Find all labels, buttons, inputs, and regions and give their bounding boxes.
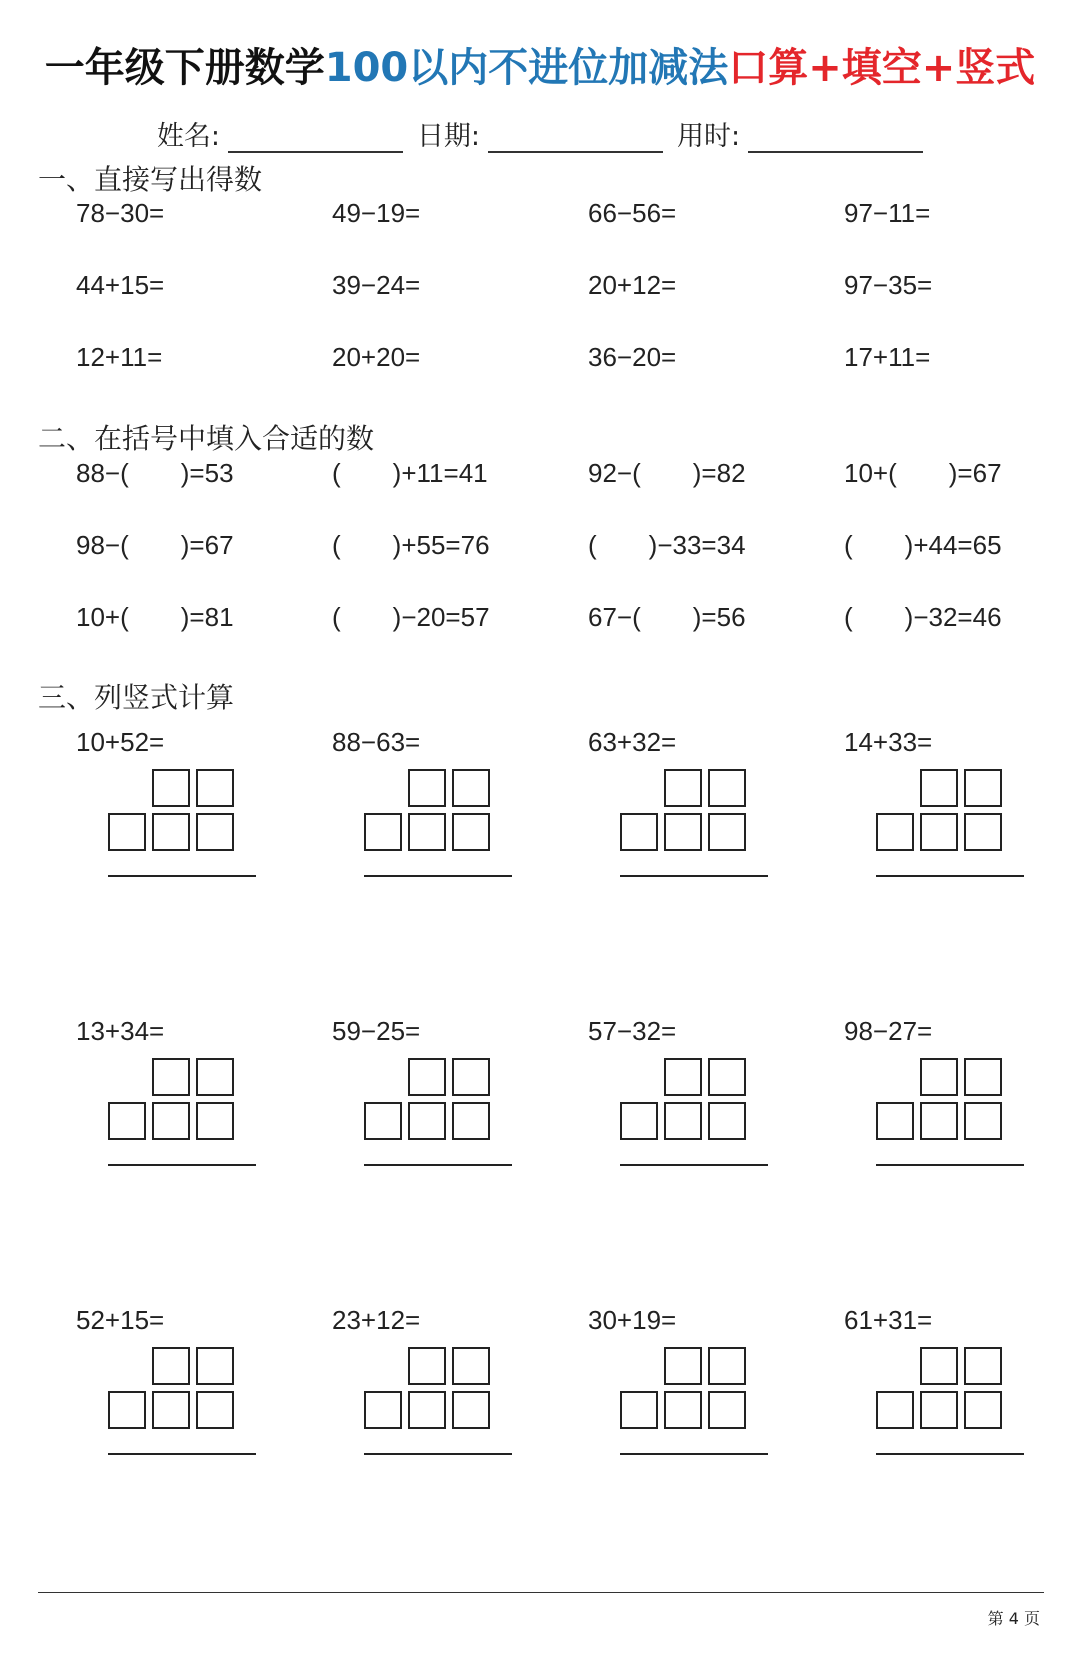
footer-divider xyxy=(38,1592,1044,1593)
fill-problem xyxy=(76,458,234,489)
vertical-result-line xyxy=(876,1453,1024,1455)
fill-suffix: )=53 xyxy=(180,458,234,488)
fill-prefix: ( xyxy=(844,602,853,632)
time-blank-line[interactable] xyxy=(748,123,923,153)
section2-row xyxy=(0,602,1080,642)
vertical-calc-frame xyxy=(364,1347,514,1457)
digit-box[interactable] xyxy=(408,769,446,807)
vertical-calc-frame xyxy=(876,769,1026,879)
fill-prefix: 92−( xyxy=(588,458,641,488)
digit-box[interactable] xyxy=(920,1102,958,1140)
digit-box[interactable] xyxy=(408,1391,446,1429)
digit-box[interactable] xyxy=(920,769,958,807)
fill-problem xyxy=(76,602,234,633)
oral-problem: 97−11= xyxy=(844,198,931,228)
vertical-problem: 63+32= xyxy=(588,727,677,757)
vertical-calc-frame xyxy=(364,769,514,879)
digit-box[interactable] xyxy=(108,1391,146,1429)
digit-box[interactable] xyxy=(664,1391,702,1429)
vertical-calc-frame xyxy=(876,1058,1026,1168)
oral-problem: 66−56= xyxy=(588,198,677,228)
digit-box[interactable] xyxy=(452,769,490,807)
fill-problem xyxy=(76,530,234,561)
vertical-calc-frame xyxy=(364,1058,514,1168)
vertical-result-line xyxy=(876,1164,1024,1166)
oral-problem: 97−35= xyxy=(844,270,933,300)
digit-box[interactable] xyxy=(708,1058,746,1096)
digit-box[interactable] xyxy=(708,1102,746,1140)
digit-box[interactable] xyxy=(408,813,446,851)
digit-box[interactable] xyxy=(196,1347,234,1385)
digit-box[interactable] xyxy=(708,769,746,807)
title-part-grade: 一年级下册数学 xyxy=(44,45,325,91)
section1-row xyxy=(0,270,1080,310)
fill-suffix: )=56 xyxy=(692,602,746,632)
digit-box[interactable] xyxy=(920,1058,958,1096)
fill-problem xyxy=(588,458,746,489)
fill-prefix: 67−( xyxy=(588,602,641,632)
fill-suffix: )−20=57 xyxy=(392,602,490,632)
digit-box[interactable] xyxy=(964,1347,1002,1385)
fill-prefix: ( xyxy=(332,530,341,560)
oral-problem: 17+11= xyxy=(844,342,931,372)
vertical-result-line xyxy=(364,875,512,877)
oral-problem: 12+11= xyxy=(76,342,163,372)
vertical-result-line xyxy=(108,875,256,877)
fill-suffix: )=82 xyxy=(692,458,746,488)
section2-row xyxy=(0,458,1080,498)
digit-box[interactable] xyxy=(196,1102,234,1140)
vertical-result-line xyxy=(364,1453,512,1455)
digit-box[interactable] xyxy=(620,1391,658,1429)
digit-box[interactable] xyxy=(876,1102,914,1140)
vertical-result-line xyxy=(620,875,768,877)
section1-row xyxy=(0,342,1080,382)
digit-box[interactable] xyxy=(664,1347,702,1385)
vertical-result-line xyxy=(876,875,1024,877)
digit-box[interactable] xyxy=(452,1102,490,1140)
digit-box[interactable] xyxy=(408,1058,446,1096)
fill-prefix: 10+( xyxy=(844,458,897,488)
section1-row xyxy=(0,198,1080,238)
digit-box[interactable] xyxy=(108,813,146,851)
page-number: 第 4 页 xyxy=(987,1609,1040,1628)
fill-problem xyxy=(332,458,488,489)
digit-box[interactable] xyxy=(708,1347,746,1385)
fill-problem xyxy=(588,602,746,633)
fill-suffix: )+55=76 xyxy=(392,530,490,560)
name-label: 姓名: xyxy=(156,121,220,152)
fill-problem xyxy=(844,458,1002,489)
vertical-problem: 30+19= xyxy=(588,1305,677,1335)
vertical-problem: 52+15= xyxy=(76,1305,165,1335)
digit-box[interactable] xyxy=(664,813,702,851)
section1-title: 一、直接写出得数 xyxy=(38,163,263,196)
fill-prefix: ( xyxy=(332,458,341,488)
time-field[interactable] xyxy=(677,114,923,153)
vertical-calc-frame xyxy=(876,1347,1026,1457)
date-blank-line[interactable] xyxy=(488,123,663,153)
digit-box[interactable] xyxy=(876,1391,914,1429)
fill-suffix: )+11=41 xyxy=(392,458,488,488)
vertical-calc-frame xyxy=(620,769,770,879)
digit-box[interactable] xyxy=(452,813,490,851)
fill-suffix: )−33=34 xyxy=(648,530,746,560)
fill-prefix: 88−( xyxy=(76,458,129,488)
vertical-result-line xyxy=(620,1453,768,1455)
oral-problem: 36−20= xyxy=(588,342,677,372)
title-part-types: 口算+填空+竖式 xyxy=(728,45,1036,91)
vertical-result-line xyxy=(108,1453,256,1455)
fill-suffix: )=81 xyxy=(180,602,234,632)
vertical-calc-frame xyxy=(620,1347,770,1457)
digit-box[interactable] xyxy=(664,1058,702,1096)
fill-suffix: )=67 xyxy=(180,530,234,560)
student-info-row xyxy=(0,114,1080,153)
vertical-result-line xyxy=(620,1164,768,1166)
vertical-calc-frame xyxy=(108,769,258,879)
digit-box[interactable] xyxy=(920,813,958,851)
vertical-problem: 61+31= xyxy=(844,1305,933,1335)
fill-suffix: )+44=65 xyxy=(904,530,1002,560)
digit-box[interactable] xyxy=(964,1391,1002,1429)
fill-prefix: ( xyxy=(332,602,341,632)
oral-problem: 20+20= xyxy=(332,342,421,372)
oral-problem: 39−24= xyxy=(332,270,421,300)
digit-box[interactable] xyxy=(920,1347,958,1385)
fill-problem xyxy=(844,602,1002,633)
fill-problem xyxy=(588,530,746,561)
vertical-problem: 23+12= xyxy=(332,1305,421,1335)
digit-box[interactable] xyxy=(964,1102,1002,1140)
vertical-calc-frame xyxy=(108,1058,258,1168)
vertical-problem: 13+34= xyxy=(76,1016,165,1046)
digit-box[interactable] xyxy=(452,1391,490,1429)
fill-problem xyxy=(844,530,1002,561)
digit-box[interactable] xyxy=(708,1391,746,1429)
digit-box[interactable] xyxy=(364,813,402,851)
vertical-result-line xyxy=(364,1164,512,1166)
oral-problem: 44+15= xyxy=(76,270,165,300)
vertical-problem: 57−32= xyxy=(588,1016,677,1046)
digit-box[interactable] xyxy=(196,1058,234,1096)
digit-box[interactable] xyxy=(452,1058,490,1096)
digit-box[interactable] xyxy=(152,1058,190,1096)
digit-box[interactable] xyxy=(108,1102,146,1140)
digit-box[interactable] xyxy=(664,769,702,807)
fill-suffix: )−32=46 xyxy=(904,602,1002,632)
fill-suffix: )=67 xyxy=(948,458,1002,488)
vertical-result-line xyxy=(108,1164,256,1166)
name-blank-line[interactable] xyxy=(228,123,403,153)
digit-box[interactable] xyxy=(708,813,746,851)
fill-problem xyxy=(332,530,490,561)
digit-box[interactable] xyxy=(876,813,914,851)
oral-problem: 20+12= xyxy=(588,270,677,300)
digit-box[interactable] xyxy=(196,769,234,807)
digit-box[interactable] xyxy=(152,1391,190,1429)
fill-prefix: 98−( xyxy=(76,530,129,560)
fill-prefix: ( xyxy=(588,530,597,560)
date-field[interactable] xyxy=(417,114,663,153)
page-title xyxy=(0,36,1080,93)
digit-box[interactable] xyxy=(364,1102,402,1140)
fill-problem xyxy=(332,602,490,633)
digit-box[interactable] xyxy=(620,1102,658,1140)
section2-title: 二、在括号中填入合适的数 xyxy=(38,422,375,455)
vertical-problem: 10+52= xyxy=(76,727,165,757)
time-label: 用时: xyxy=(677,121,741,152)
section3-title: 三、列竖式计算 xyxy=(38,681,235,714)
vertical-problem: 59−25= xyxy=(332,1016,421,1046)
digit-box[interactable] xyxy=(152,1347,190,1385)
digit-box[interactable] xyxy=(196,813,234,851)
fill-prefix: ( xyxy=(844,530,853,560)
vertical-problem: 14+33= xyxy=(844,727,933,757)
oral-problem: 49−19= xyxy=(332,198,421,228)
digit-box[interactable] xyxy=(664,1102,702,1140)
vertical-problem: 98−27= xyxy=(844,1016,933,1046)
oral-problem: 78−30= xyxy=(76,198,165,228)
vertical-problem: 88−63= xyxy=(332,727,421,757)
digit-box[interactable] xyxy=(620,813,658,851)
digit-box[interactable] xyxy=(196,1391,234,1429)
digit-box[interactable] xyxy=(452,1347,490,1385)
section2-row xyxy=(0,530,1080,570)
vertical-calc-frame xyxy=(108,1347,258,1457)
digit-box[interactable] xyxy=(920,1391,958,1429)
digit-box[interactable] xyxy=(152,1102,190,1140)
vertical-calc-frame xyxy=(620,1058,770,1168)
digit-box[interactable] xyxy=(964,769,1002,807)
digit-box[interactable] xyxy=(408,1347,446,1385)
date-label: 日期: xyxy=(416,121,481,152)
digit-box[interactable] xyxy=(964,1058,1002,1096)
digit-box[interactable] xyxy=(152,769,190,807)
digit-box[interactable] xyxy=(408,1102,446,1140)
digit-box[interactable] xyxy=(152,813,190,851)
digit-box[interactable] xyxy=(964,813,1002,851)
digit-box[interactable] xyxy=(364,1391,402,1429)
title-part-topic: 100以内不进位加减法 xyxy=(324,45,729,91)
name-field[interactable] xyxy=(157,114,403,153)
fill-prefix: 10+( xyxy=(76,602,129,632)
